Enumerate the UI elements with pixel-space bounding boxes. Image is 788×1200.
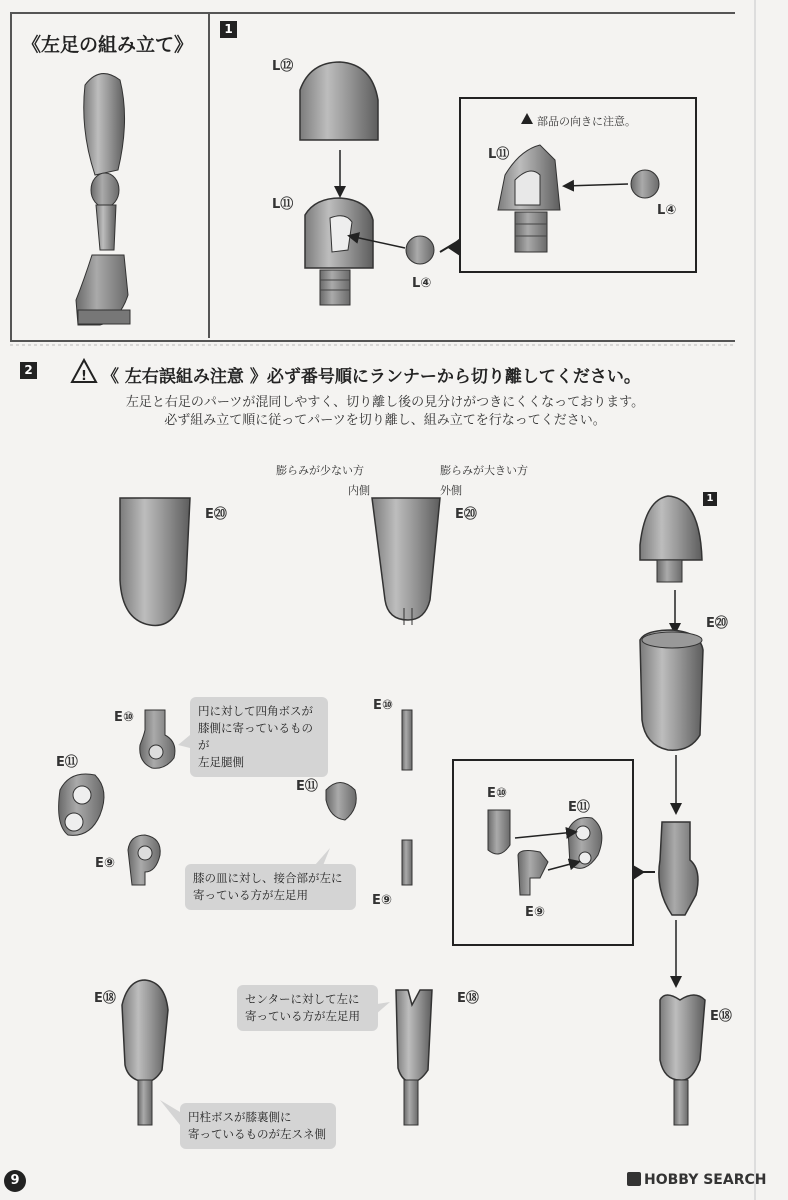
label-e18-c: E⑱: [710, 1009, 732, 1024]
label-l12: L⑫: [272, 59, 294, 74]
label-e11-c: E⑪: [568, 800, 590, 815]
brand-watermark: [627, 1172, 766, 1188]
label-e9-c: E⑨: [525, 905, 545, 920]
bubble-knee-note: 膝の皿に対し、接合部が左に 寄っている方が左足用: [185, 864, 356, 910]
label-large-bulge: 膨らみが大きい方: [440, 464, 528, 477]
bubble-center-note: センターに対して左に 寄っている方が左足用: [237, 985, 378, 1031]
brand-icon: [627, 1172, 641, 1186]
label-e18-b: E⑱: [457, 991, 479, 1006]
step2-note-line1: 左足と右足のパーツが混同しやすく、切り離し後の見分けがつきにくくなっております。: [125, 395, 645, 410]
step2-note-line2: 必ず組み立て順に従ってパーツを切り離し、組み立てを行なってください。: [164, 413, 606, 428]
ref-step1-badge: 1: [703, 492, 717, 506]
svg-text:!: !: [81, 369, 87, 384]
brand-text: HOBBY SEARCH: [644, 1172, 767, 1188]
label-e18-a: E⑱: [94, 991, 116, 1006]
label-e11-a: E⑪: [56, 755, 78, 770]
label-e10-c: E⑩: [487, 786, 507, 801]
step2-warning: 《 左右誤組み注意 》必ず番号順にランナーから切り離してください。: [102, 367, 641, 387]
label-l11: L⑪: [272, 197, 294, 212]
part-l11: [305, 198, 373, 305]
bubble-shin-note: 円柱ボスが膝裏側に 寄っているものが左スネ側: [180, 1103, 336, 1149]
label-inner: 内側: [348, 484, 370, 497]
label-e9-a: E⑨: [95, 856, 115, 871]
label-e11-b: E⑪: [296, 779, 318, 794]
label-e9-b: E⑨: [372, 893, 392, 908]
label-outer: 外側: [440, 484, 462, 497]
label-e10-b: E⑩: [373, 698, 393, 713]
e20-side-a: [120, 498, 190, 625]
label-small-bulge: 膨らみが少ない方: [276, 464, 364, 477]
inset-label-l11: L⑪: [488, 147, 510, 162]
assembled-leg: [76, 74, 130, 325]
step2-number: 2: [20, 362, 37, 379]
label-e20-a: E⑳: [205, 507, 227, 522]
part-l12: [300, 62, 378, 140]
inset-label-l4: L④: [657, 203, 677, 218]
bubble-thigh-note: 円に対して四角ボスが 膝側に寄っているものが 左足腿側: [190, 697, 328, 777]
step1-number: 1: [220, 21, 237, 38]
label-e20-c: E⑳: [706, 616, 728, 631]
inset-caution: 部品の向きに注意。: [537, 115, 636, 128]
label-e10-a: E⑩: [114, 710, 134, 725]
page-number: 9: [4, 1170, 26, 1192]
section-title: 《左足の組み立て》: [22, 34, 194, 56]
e20-side-b: [372, 498, 440, 620]
label-l4: L④: [412, 276, 432, 291]
label-e20-b: E⑳: [455, 507, 477, 522]
